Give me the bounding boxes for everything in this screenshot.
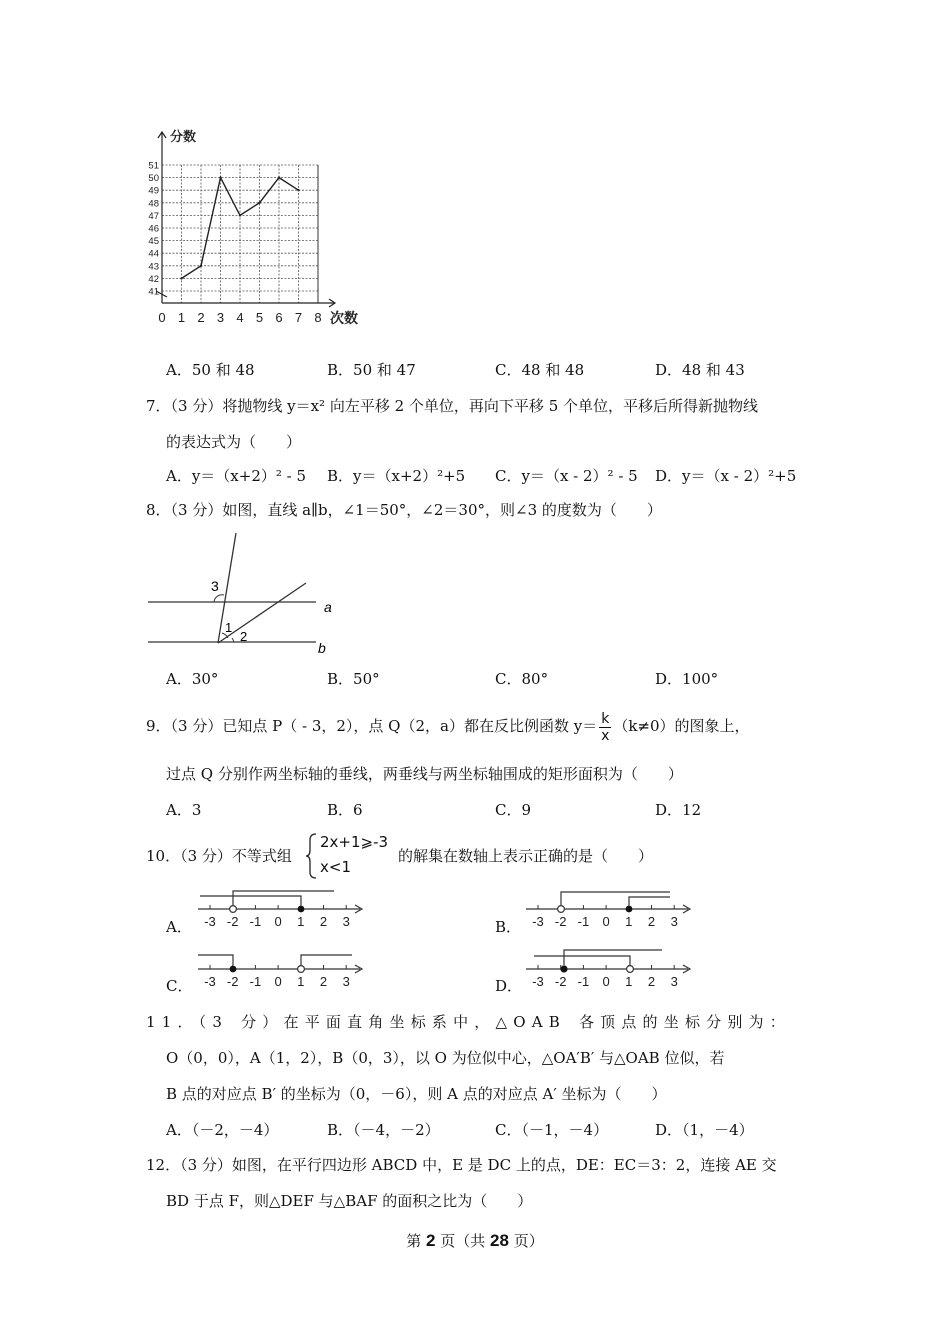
score-point	[180, 277, 182, 279]
q11-stem-line3: B 点的对应点 B′ 的坐标为（0，－6），则 A 点的对应点 A′ 坐标为（ ）	[166, 1085, 667, 1103]
numberline-tick-label: 1	[625, 914, 633, 929]
q7-stem-line2: 的表达式为（ ）	[166, 433, 302, 451]
x-tick-label: 5	[255, 310, 264, 325]
angle3-arc	[214, 595, 224, 602]
ray-d-1	[564, 950, 662, 965]
x-tick-label: 7	[294, 310, 303, 325]
footer-pre: 第	[406, 1232, 427, 1250]
numberline-tick-label: -2	[226, 974, 239, 989]
footer-total-pages: 28	[490, 1231, 509, 1250]
q6-option-b: B．50 和 47	[327, 361, 416, 379]
numberline-tick-label: 1	[297, 914, 305, 929]
score-point	[297, 189, 299, 191]
q11-option-d: D．（1，－4）	[655, 1121, 754, 1139]
q9-stem-post: （k≠0）的图象上，	[613, 717, 750, 735]
q10-option-a: A．	[166, 918, 192, 936]
numberline-tick-label: 2	[647, 974, 656, 989]
q8-option-b: B．50°	[327, 670, 380, 688]
q7-option-c: C．y＝（x - 2）² - 5	[495, 467, 638, 485]
x-tick-label: 6	[275, 310, 283, 325]
footer-mid: 页（共	[435, 1232, 491, 1250]
q9-fraction	[599, 711, 611, 744]
chart-axes	[156, 129, 358, 326]
numberline-tick-label: 2	[319, 914, 328, 929]
q10-suffix: 的解集在数轴上表示正确的是（ ）	[398, 847, 654, 865]
q7-option-a: A．y＝（x+2）² - 5	[166, 467, 307, 485]
q9-frac-num: k	[601, 710, 610, 727]
y-axis-label: 分数	[170, 129, 197, 144]
numberline-tick-label: 0	[602, 974, 610, 989]
x-tick-label: 0	[158, 310, 166, 325]
numberline-tick-label: -3	[204, 974, 216, 989]
q7-option-d: D．y＝（x - 2）²+5	[655, 467, 797, 485]
numberline-d	[520, 944, 700, 990]
closed-dot-b	[626, 906, 633, 913]
numberline-tick-label: 2	[647, 914, 656, 929]
q9-stem-pre: 9．（3 分）已知点 P（ - 3，2），点 Q（2，a）都在反比例函数 y＝	[146, 717, 598, 735]
y-tick-label: 44	[148, 248, 159, 260]
numberline-tick-label: -2	[554, 914, 567, 929]
q9-stem-line1	[146, 708, 750, 744]
y-tick-label: 48	[148, 198, 159, 210]
q11-option-c: C．（－1，－4）	[495, 1121, 609, 1139]
q11-stem-line1: 11．（3 分）在平面直角坐标系中，△OAB 各顶点的坐标分别为：	[146, 1013, 791, 1031]
score-point	[219, 176, 221, 178]
q7-stem-line1: 7．（3 分）将抛物线 y＝x² 向左平移 2 个单位，再向下平移 5 个单位，平移后所得新抛物线	[146, 397, 759, 415]
q10-option-c: C．	[166, 977, 193, 995]
y-tick-label: 46	[148, 223, 159, 235]
closed-dot-d	[560, 965, 567, 972]
score-point	[239, 214, 241, 216]
parallel-lines-figure	[140, 525, 350, 665]
numberline-tick-label: 1	[625, 974, 633, 989]
y-tick-label: 42	[148, 273, 159, 285]
q10-ineq2: x<1	[320, 858, 351, 876]
numberline-tick-label: -3	[532, 914, 544, 929]
q8-stem: 8．（3 分）如图，直线 a∥b，∠1＝50°，∠2＝30°，则∠3 的度数为（ ）	[146, 501, 662, 519]
numberline-tick-label: -2	[226, 914, 239, 929]
q12-stem-line2: BD 于点 F，则△DEF 与△BAF 的面积之比为（ ）	[166, 1192, 533, 1210]
x-axis-label: 次数	[330, 310, 358, 326]
ray-a-right	[233, 891, 334, 905]
q10-option-d: D．	[495, 977, 523, 995]
numberline-tick-label: -1	[577, 914, 590, 929]
y-tick-label: 43	[148, 261, 159, 273]
numberline-tick-label: 3	[342, 914, 350, 929]
q6-option-a: A．50 和 48	[166, 361, 255, 379]
y-tick-label: 50	[148, 173, 159, 185]
numberline-tick-label: -1	[577, 974, 590, 989]
q10-option-b: B．	[495, 918, 522, 936]
footer-page-number: 2	[426, 1231, 436, 1250]
numberline-b	[520, 884, 700, 930]
q8-option-a: A．30°	[166, 670, 219, 688]
y-tick-label: 47	[148, 210, 159, 222]
ray-c-left	[198, 955, 233, 965]
numberline-a	[192, 884, 372, 930]
numberline-tick-label: -3	[204, 914, 216, 929]
x-tick-label: 4	[236, 310, 244, 325]
ray-b-2	[629, 897, 670, 905]
q11-option-a: A．（－2，－4）	[166, 1121, 279, 1139]
numberline-tick-label: 0	[602, 914, 610, 929]
numberline-tick-label: 0	[274, 914, 282, 929]
q9-option-b: B．6	[327, 801, 363, 819]
numberline-tick-label: 3	[670, 974, 678, 989]
numberline-tick-label: 3	[342, 974, 350, 989]
x-tick-label: 2	[197, 310, 205, 325]
q10-prefix: 10．（3 分）不等式组	[146, 847, 292, 865]
x-tick-label: 8	[314, 310, 322, 325]
ray-c-right	[301, 955, 352, 965]
chart-ticks	[148, 161, 321, 326]
label-angle3: 3	[211, 578, 219, 594]
numberline-tick-label: -3	[532, 974, 544, 989]
numberline-c	[192, 944, 372, 990]
open-dot-b	[558, 906, 565, 913]
chart-grid	[162, 165, 318, 303]
q9-option-d: D．12	[655, 801, 702, 819]
numberline-tick-label: 3	[670, 914, 678, 929]
score-line-chart	[140, 125, 370, 335]
q8-option-c: C．80°	[495, 670, 549, 688]
open-dot-d	[627, 966, 634, 973]
open-dot-c	[298, 966, 305, 973]
x-tick-label: 3	[216, 310, 225, 325]
y-tick-label: 41	[148, 286, 159, 298]
score-point	[278, 176, 280, 178]
numberline-tick-label: 2	[319, 974, 328, 989]
numberline-tick-label: -2	[554, 974, 567, 989]
closed-dot-c	[230, 966, 237, 973]
q7-option-b: B．y＝（x+2）²+5	[327, 467, 466, 485]
label-line-a: a	[324, 599, 332, 615]
q10-brace	[305, 832, 319, 880]
numberline-tick-label: 0	[274, 974, 282, 989]
q9-frac-den: x	[601, 727, 610, 744]
numberline-tick-label: -1	[249, 914, 262, 929]
label-line-b: b	[318, 640, 326, 656]
q6-option-c: C．48 和 48	[495, 361, 585, 379]
numberline-tick-label: -1	[249, 974, 262, 989]
q10-ineq1: 2x+1⩾-3	[320, 833, 389, 851]
label-angle2: 2	[240, 629, 248, 644]
label-angle1: 1	[225, 620, 233, 635]
q6-option-d: D．48 和 43	[655, 361, 745, 379]
q12-stem-line1: 12．（3 分）如图，在平行四边形 ABCD 中，E 是 DC 上的点，DE：EC＝3：2，连接 AE 交	[146, 1156, 777, 1174]
q9-stem-line2: 过点 Q 分别作两坐标轴的垂线，两垂线与两坐标轴围成的矩形面积为（ ）	[166, 765, 683, 783]
q8-option-d: D．100°	[655, 670, 719, 688]
closed-dot-a	[298, 906, 305, 913]
ray-b-1	[561, 892, 670, 905]
y-tick-label: 51	[148, 160, 159, 172]
page-footer	[0, 1230, 950, 1251]
ray-a-left	[200, 896, 301, 905]
q11-stem-line2: O（0，0），A（1，2），B（0，3），以 O 为位似中心，△OA′B′ 与△OAB 位似，若	[166, 1049, 725, 1067]
score-point	[258, 202, 260, 204]
numberline-tick-label: 1	[297, 974, 305, 989]
x-tick-label: 1	[177, 310, 186, 325]
y-tick-label: 45	[148, 236, 159, 248]
footer-post: 页）	[508, 1232, 544, 1250]
open-dot-a	[230, 906, 237, 913]
q9-option-c: C．9	[495, 801, 532, 819]
q9-option-a: A．3	[166, 801, 202, 819]
score-point	[200, 265, 202, 267]
y-tick-label: 49	[148, 185, 159, 197]
ray-d-2	[534, 956, 630, 965]
q11-option-b: B．（－4，－2）	[327, 1121, 440, 1139]
